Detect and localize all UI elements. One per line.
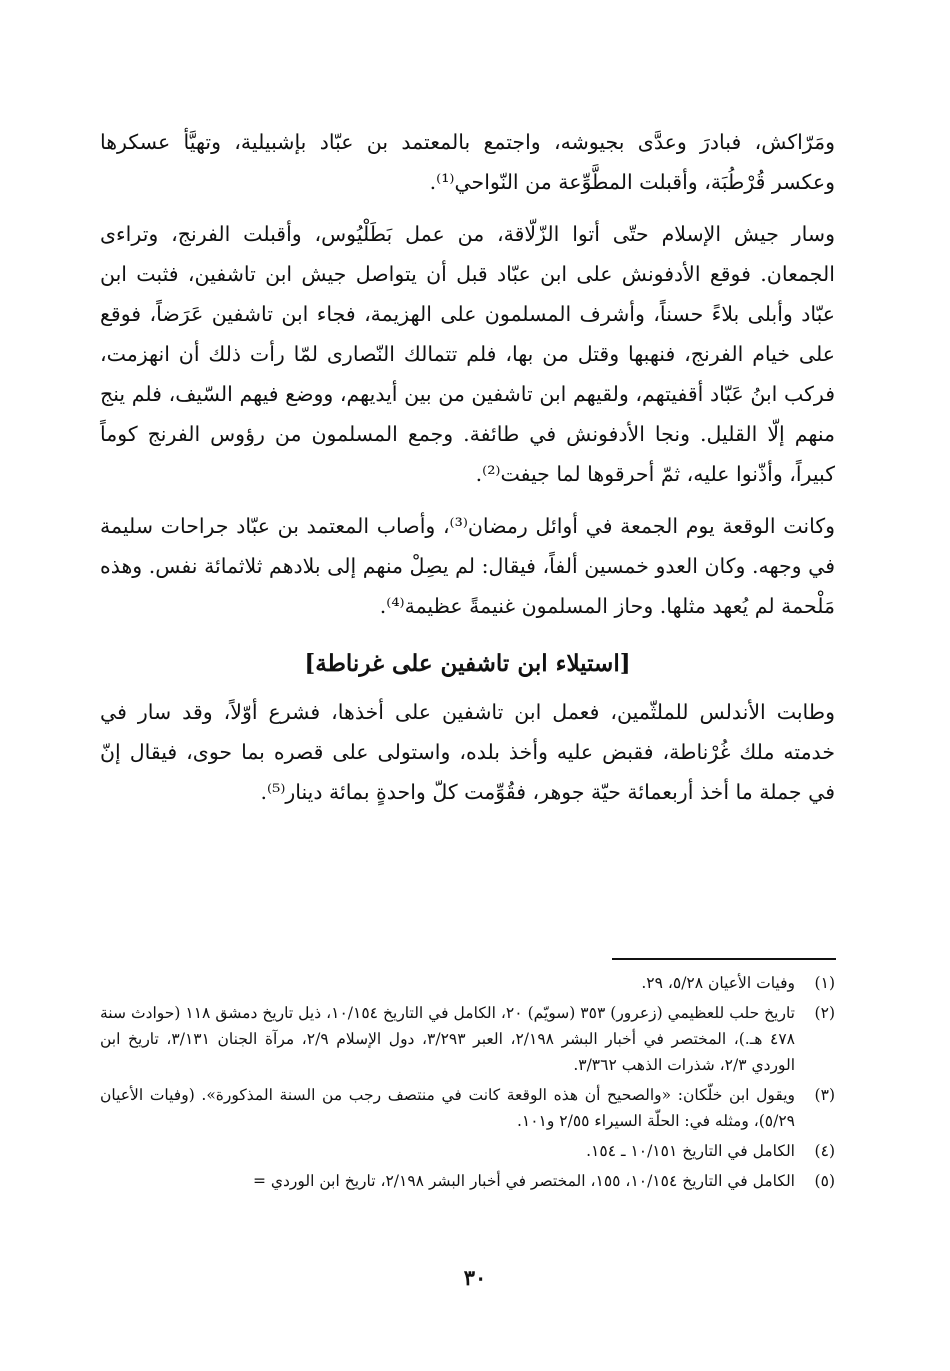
section-heading: [استيلاء ابن تاشفين على غرناطة]	[304, 650, 631, 677]
body-paragraph-3: وكانت الوقعة يوم الجمعة في أوائل رمضان⁽³⁾، وأصاب المعتمد بن عبّاد جراحات سليمة في وجهه. وكان العدو خمسين ألفاً، فيقال: لم يصِلْ منهم إلى بلادهم ثلاثمائة نفس. وهذه مَلْحمة لم يُعهد مثلها. وحاز المسلمون غنيمةً عظيمة⁽⁴⁾.	[100, 514, 835, 618]
body-paragraph-2: وسار جيش الإسلام حتّى أتوا الزّلّاقة، من عمل بَطَلْيُوس، وأقبلت الفرنج، وتراءى الجمعان. فوقع الأدفونش على ابن عبّاد قبل أن يتواصل جيش ابن تاشفين، فثبت ابن عبّاد وأبلى بلاءً حسناً، وأشرف المسلمون على الهزيمة، فجاء ابن تاشفين عَرَضاً، فوقع على خيام الفرنج، فنهبها وقتل من بها، فلم تتمالك النّصارى لمّا رأت ذلك أن انهزمت، فركب ابنُ عَبّاد أقفيتهم، ولقيهم ابن تاشفين من بين أيديهم، ووضع فيهم السّيف، فلم ينج منهم إلّا القليل. ونجا الأدفونش في طائفة. وجمع المسلمون من رؤوس الفرنج كوماً كبيراً، وأذّنوا عليه، ثمّ أحرقوها لما جيفت⁽²⁾.	[100, 222, 835, 486]
footnote-1	[100, 970, 835, 996]
footnote-divider	[612, 958, 836, 960]
footnote-text: وفيات الأعيان ٥/٢٨، ٢٩.	[641, 974, 795, 992]
footnote-text: تاريخ حلب للعظيمي (زعرور) ٣٥٣ (سويّم) ٢٠، الكامل في التاريخ ١٠/١٥٤، ذيل تاريخ دمشق ١١٨ (حوادث سنة ٤٧٨ هـ.)، المختصر في أخبار البشر ٢/١٩٨، العبر ٣/٢٩٣، دول الإسلام ٢/٩، مرآة الجنان ٣/١٣١، تاريخ ابن الوردي ٢/٣، شذرات الذهب ٣/٣٦٢.	[100, 1004, 796, 1074]
footnote-number: (٤)	[814, 1142, 835, 1160]
body-text	[100, 122, 835, 812]
footnote-3	[100, 1082, 835, 1134]
footnote-text: ويقول ابن خلّكان: «والصحيح أن هذه الوقعة كانت في منتصف رجب من السنة المذكورة». (وفيات الأعيان ٥/٢٩)، ومثله في: الحلّة السيراء ٢/٥٥ و١٠١.	[100, 1086, 795, 1130]
footnote-number: (٢)	[814, 1004, 835, 1022]
body-paragraph-1: ومَرّاكش، فبادرَ وعدَّى بجيوشه، واجتمع بالمعتمد بن عبّاد بإشبيلية، وتهيَّأ عسكرها وعكسر قُرْطُبَة، وأقبلت المطَّوِّعة من النّواحي⁽¹⁾.	[100, 130, 835, 194]
footnote-text: الكامل في التاريخ ١٠/١٥١ ـ ١٥٤.	[586, 1142, 795, 1160]
footnotes	[100, 970, 835, 1198]
page-number: ٣٠	[463, 1265, 487, 1290]
body-paragraph-4: وطابت الأندلس للملثّمين، فعمل ابن تاشفين على أخذها، فشرع أوّلاً، وقد سار في خدمته ملك غُرْناطة، فقبض عليه وأخذ بلده، واستولى على قصره بما حوى، فيقال إنّ في جملة ما أخذ أربعمائة حيّة جوهر، فقُوِّمت كلّ واحدةٍ بمائة دينار⁽⁵⁾.	[100, 700, 835, 804]
footnote-number: (١)	[814, 974, 835, 992]
footnote-2	[100, 1000, 835, 1078]
footnote-text: الكامل في التاريخ ١٠/١٥٤، ١٥٥، المختصر في أخبار البشر ٢/١٩٨، تاريخ ابن الوردي =	[252, 1172, 795, 1190]
footnote-5	[100, 1168, 835, 1194]
footnote-number: (٥)	[814, 1172, 835, 1190]
footnote-4	[100, 1138, 835, 1164]
footnote-number: (٣)	[814, 1086, 835, 1104]
